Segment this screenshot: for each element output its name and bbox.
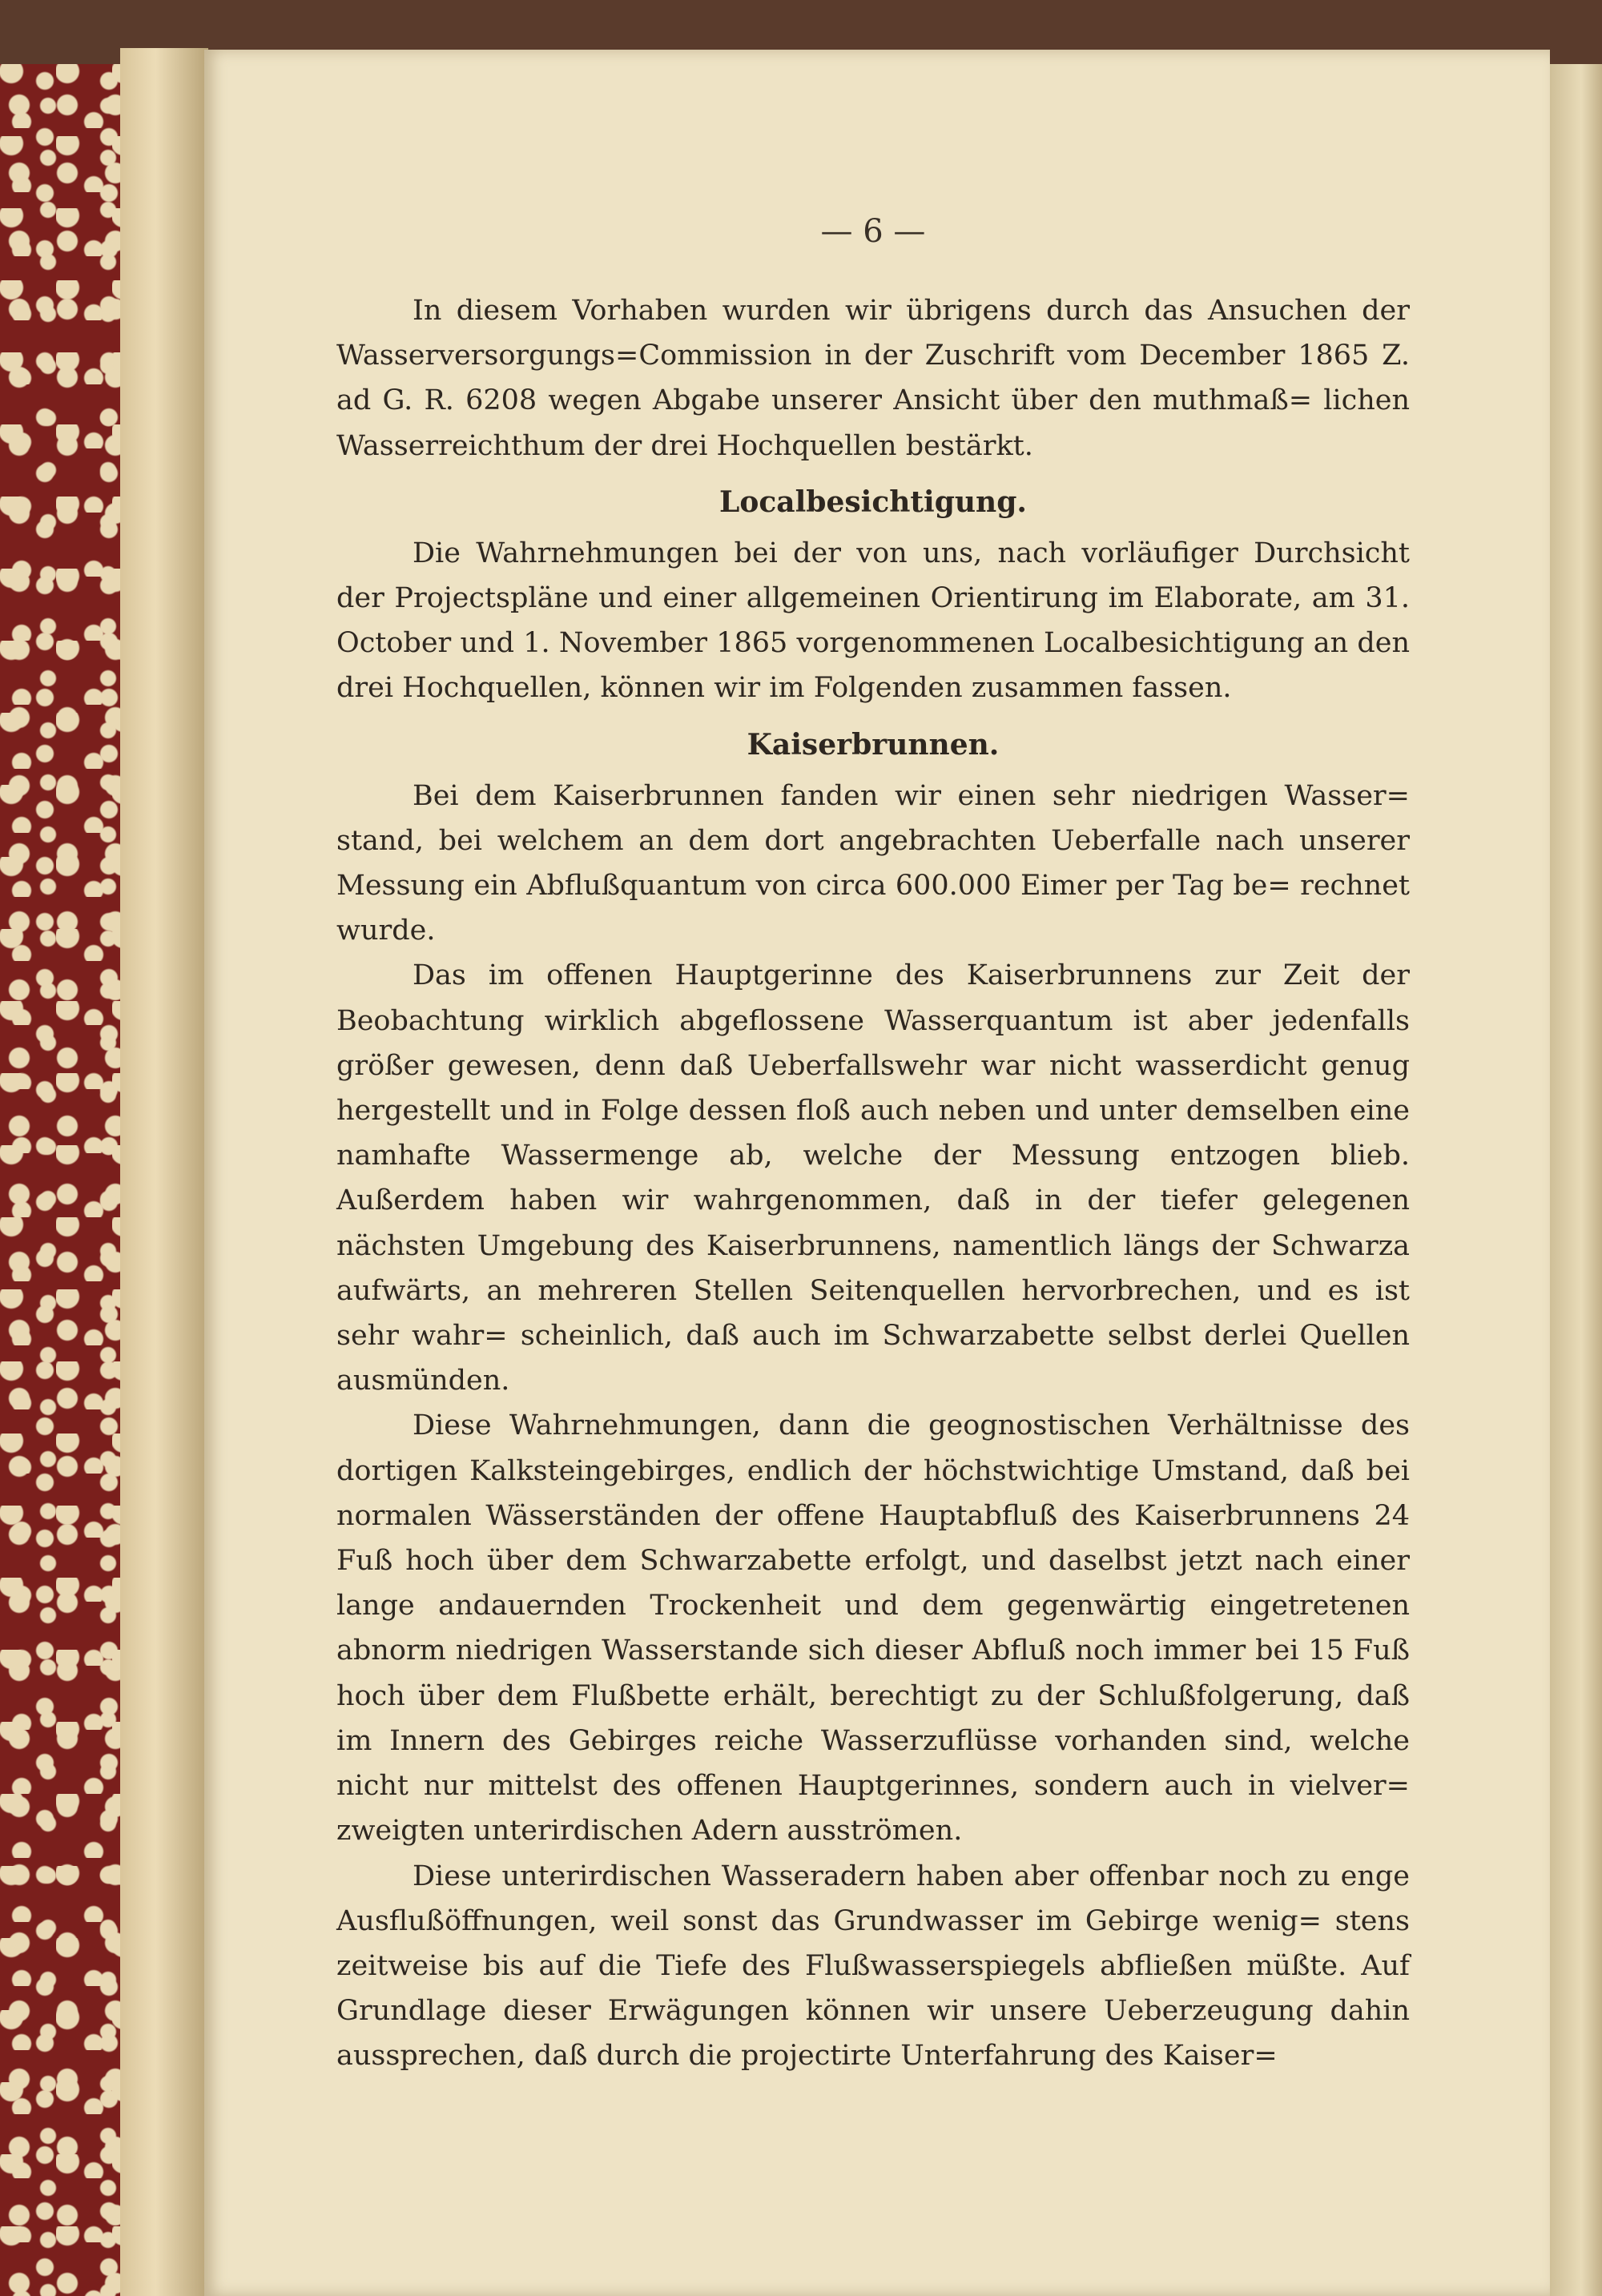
marbled-binding <box>0 64 120 2296</box>
paragraph-localbesichtigung: Die Wahrnehmungen bei der von uns, nach vorläufiger Durchsicht der Projectspläne und einer allgemeinen Orientirung im Elaborate, am 31. October und 1. November 1865 vorgenommenen Localbesichtigung an den drei Hochquellen, können wir im Folgenden zusammen fassen. <box>336 537 1410 705</box>
paragraph-kaiserbrunnen-1: Bei dem Kaiserbrunnen fanden wir einen sehr niedrigen Wasser= stand, bei welchem an dem dort angebrachten Ueberfalle nach unserer Messung ein Abflußquantum von circa 600.000 Eimer per Tag be= rechnet wurde. <box>336 779 1410 947</box>
heading-kaiserbrunnen: Kaiserbrunnen. <box>747 727 1000 762</box>
paragraph-kaiserbrunnen-4: Diese unterirdischen Wasseradern haben aber offenbar noch zu enge Ausflußöffnungen, weil sonst das Grundwasser im Gebirge wenig= stens zeitweise bis auf die Tiefe des Flußwasserspiegels abfließen müßte. Auf Grundlage dieser Erwägungen können wir unsere Ueberzeugung dahin aussprechen, daß durch die projectirte Unterfahrung des Kaiser= <box>336 1860 1410 2073</box>
paragraph-intro: In diesem Vorhaben wurden wir übrigens durch das Ansuchen der Wasserversorgungs=Commission in der Zuschrift vom December 1865 Z. ad G. R. 6208 wegen Abgabe unserer Ansicht über den muthmaß= lichen Wasserreichthum der drei Hochquellen bestärkt. <box>336 295 1410 462</box>
heading-localbesichtigung: Localbesichtigung. <box>719 485 1027 519</box>
next-page-edge <box>1550 64 1602 2296</box>
body-text <box>336 288 1410 2079</box>
page-number: — 6 — <box>820 213 926 250</box>
paragraph-kaiserbrunnen-3: Diese Wahrnehmungen, dann die geognostischen Verhältnisse des dortigen Kalksteingebirges, endlich der höchstwichtige Umstand, daß bei normalen Wässerständen der offene Hauptabfluß des Kaiserbrunnens 24 Fuß hoch über dem Schwarzabette erfolgt, und daselbst jetzt nach einer lange andauernden Trockenheit und dem gegenwärtig eingetretenen abnorm niedrigen Wasserstande sich dieser Abfluß noch immer bei 15 Fuß hoch über dem Flußbette erhält, berechtigt zu der Schlußfolgerung, daß im Innern des Gebirges reiche Wasserzuflüsse vorhanden sind, welche nicht nur mittelst des offenen Hauptgerinnes, sondern auch in vielver= zweigten unterirdischen Adern ausströmen. <box>336 1409 1410 1848</box>
page-gutter <box>120 48 208 2296</box>
paragraph-kaiserbrunnen-2: Das im offenen Hauptgerinne des Kaiserbrunnens zur Zeit der Beobachtung wirklich abgeflossene Wasserquantum ist aber jedenfalls größer gewesen, denn daß Ueberfallswehr war nicht wasserdicht genug hergestellt und in Folge dessen floß auch neben und unter demselben eine namhafte Wassermenge ab, welche der Messung entzogen blieb. Außerdem haben wir wahrgenommen, daß in der tiefer gelegenen nächsten Umgebung des Kaiserbrunnens, namentlich längs der Schwarza aufwärts, an mehreren Stellen Seitenquellen hervorbrechen, und es ist sehr wahr= scheinlich, daß auch im Schwarzabette selbst derlei Quellen ausmünden. <box>336 959 1410 1397</box>
